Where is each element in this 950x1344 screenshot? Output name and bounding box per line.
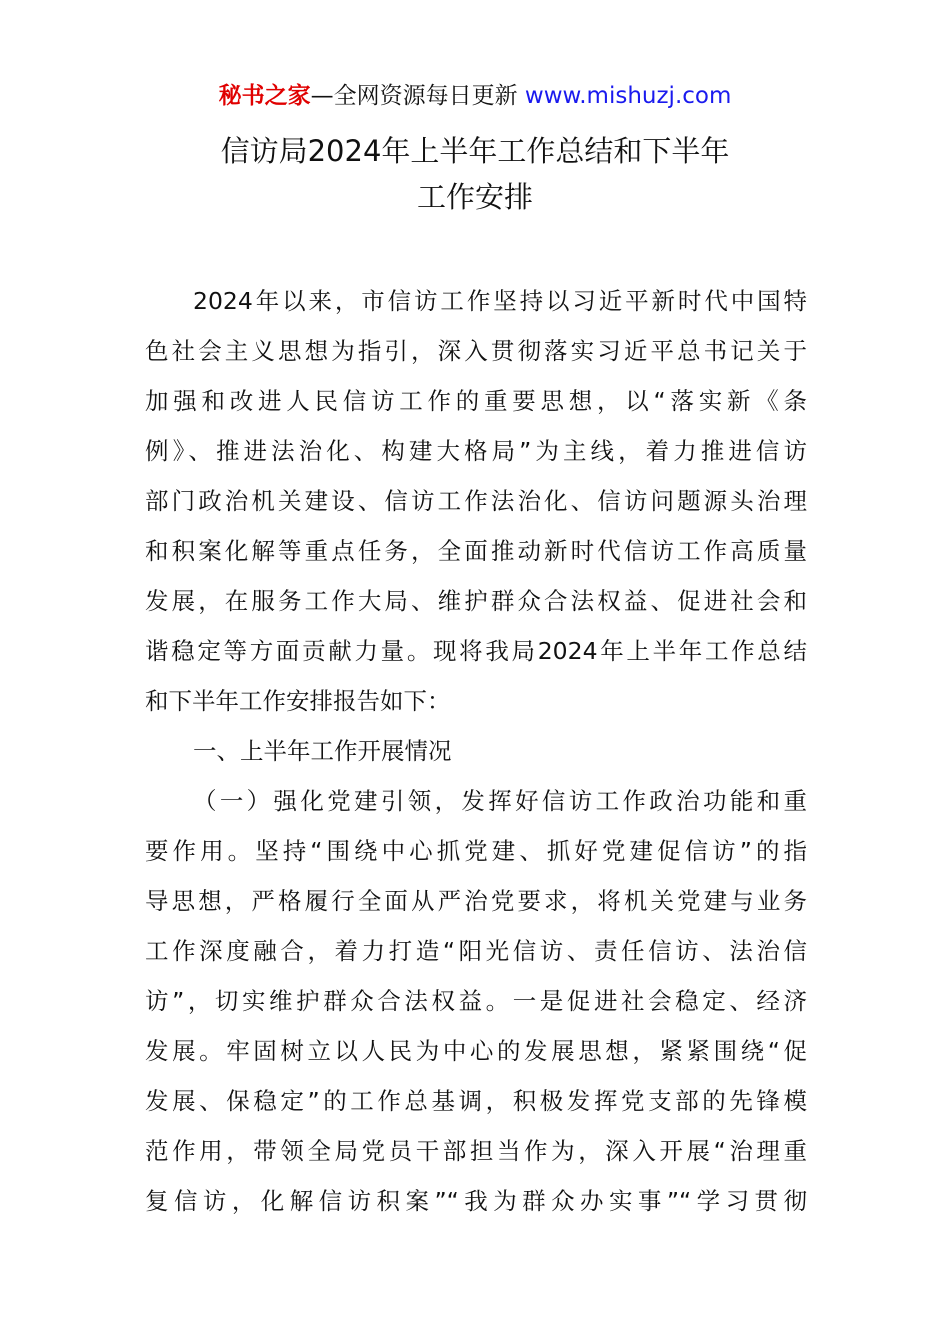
- body-line: 工作深度融合，着力打造“阳光信访、责任信访、法治信: [145, 937, 807, 965]
- body-line: 发展、保稳定”的工作总基调，积极发挥党支部的先锋模: [145, 1087, 807, 1115]
- body-line: 访”，切实维护群众合法权益。一是促进社会稳定、经济: [145, 987, 807, 1015]
- title-line-1: 信访局2024年上半年工作总结和下半年: [220, 134, 730, 168]
- body-line: 复信访，化解信访积案”“我为群众办实事”“学习贯彻: [145, 1187, 807, 1215]
- body-line: 发展。牢固树立以人民为中心的发展思想，紧紧围绕“促: [145, 1037, 807, 1065]
- section-heading: 一、上半年工作开展情况: [193, 737, 452, 765]
- site-header: [0, 80, 950, 112]
- document-title: [0, 128, 950, 220]
- body-line: 部门政治机关建设、信访工作法治化、信访问题源头治理: [145, 487, 807, 515]
- title-line-2: 工作安排: [416, 180, 533, 214]
- body-line: 导思想，严格履行全面从严治党要求，将机关党建与业务: [145, 887, 807, 915]
- body-line: 发展，在服务工作大局、维护群众合法权益、促进社会和: [145, 587, 807, 615]
- body-line: 例》、推进法治化、构建大格局”为主线，着力推进信访: [145, 437, 807, 465]
- site-url-link[interactable]: www.mishuzj.com: [524, 83, 732, 109]
- body-line: 加强和改进人民信访工作的重要思想，以“落实新《条: [145, 387, 807, 415]
- site-brand: 秘书之家: [218, 83, 311, 109]
- site-tagline: —全网资源每日更新: [310, 83, 525, 109]
- body-line: 谐稳定等方面贡献力量。现将我局2024年上半年工作总结: [145, 637, 807, 665]
- body-line: 2024年以来，市信访工作坚持以习近平新时代中国特: [193, 287, 807, 315]
- document-body: [145, 276, 807, 1226]
- body-line: 范作用，带领全局党员干部担当作为，深入开展“治理重: [145, 1137, 807, 1165]
- body-line: （一）强化党建引领，发挥好信访工作政治功能和重: [193, 787, 807, 815]
- body-line: 和下半年工作安排报告如下：: [145, 687, 451, 715]
- body-line: 要作用。坚持“围绕中心抓党建、抓好党建促信访”的指: [145, 837, 807, 865]
- body-line: 和积案化解等重点任务，全面推动新时代信访工作高质量: [145, 537, 807, 565]
- body-line: 色社会主义思想为指引，深入贯彻落实习近平总书记关于: [145, 337, 807, 365]
